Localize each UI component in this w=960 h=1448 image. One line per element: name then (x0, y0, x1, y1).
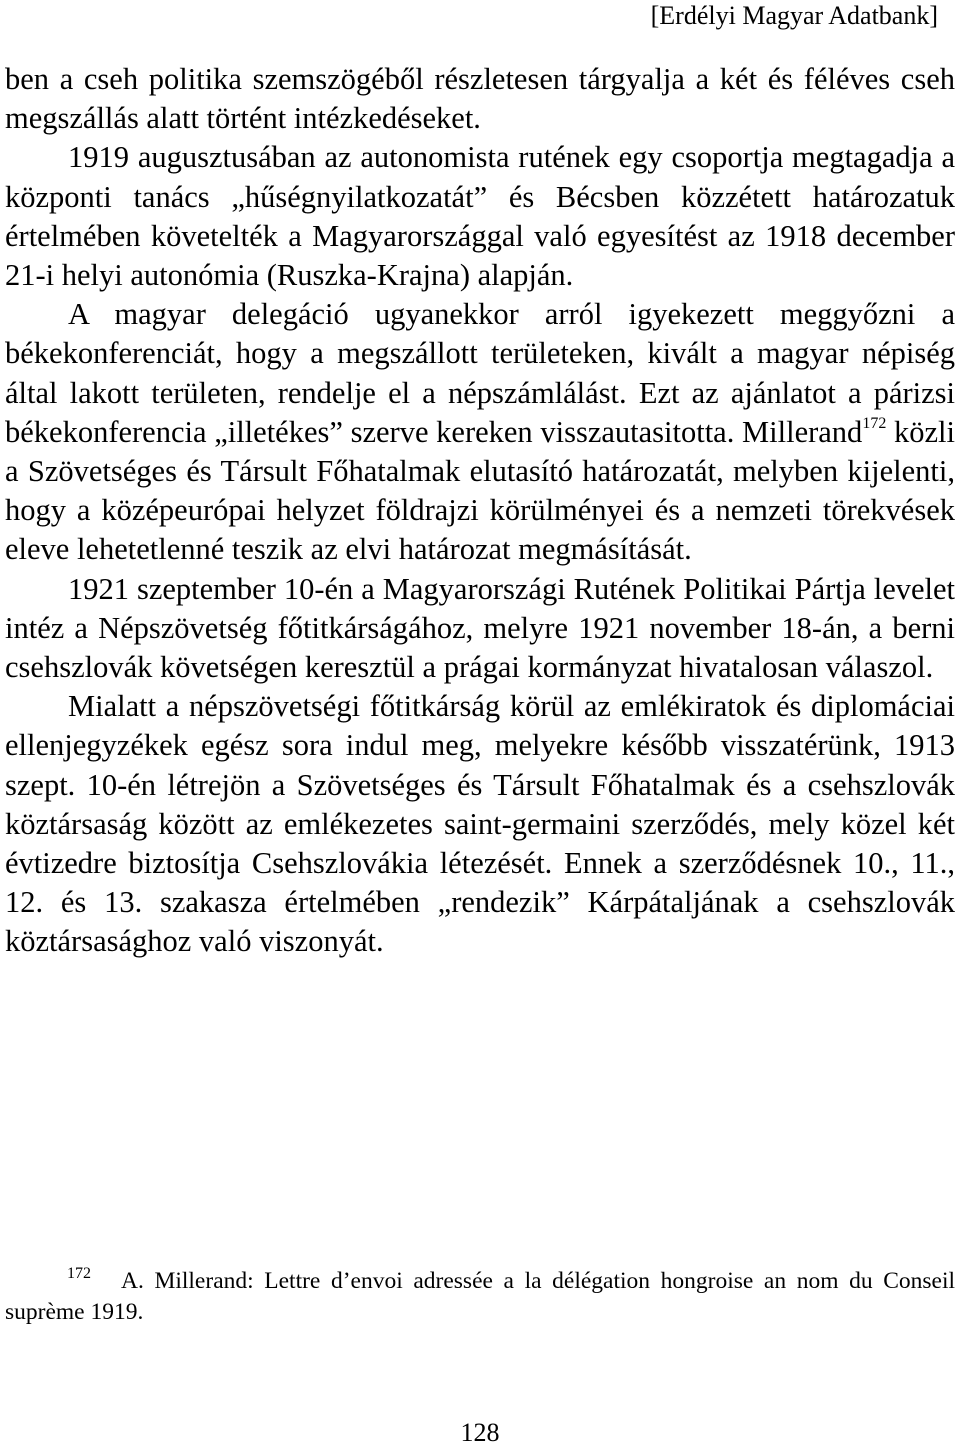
main-text (5, 60, 955, 962)
footnote-text: A. Millerand: Lettre d’envoi adressée a la délégation hongroise an nom du Conseil suprème 1919. (5, 1268, 955, 1325)
paragraph-3-text-after: közli a Szövetséges és Társult Főhatalmak elutasító határozatát, melyben kijelenti, hogy a középeurópai helyzet földrajzi körülményei és a nemzeti törekvések eleve lehetetlenné teszik az elvi határozat megmásítását. (5, 414, 955, 567)
footnote-reference[interactable]: 172 (862, 414, 887, 432)
footnote-number: 172 (67, 1265, 91, 1282)
source-header: [Erdélyi Magyar Adatbank] (650, 1, 938, 30)
paragraph-4: 1921 szeptember 10-én a Magyarországi Rutének Politikai Pártja levelet intéz a Népszövetség főtitkárságához, melyre 1921 november 18-án, a berni csehszlovák követségen keresztül a prágai kormányzat hivatalosan válaszol. (5, 571, 955, 685)
footnote (5, 1258, 955, 1328)
paragraph-3-text-before: A magyar delegáció ugyanekkor arról igyekezett meggyőzni a békekonferenciát, hogy a megszállott területeken, kivált a magyar népiség által lakott területen, rendelje el a népszámlálást. Ezt az ajánlatot a párizsi békekonferencia „illetékes” szerve kereken visszautasitotta. Millerand (5, 297, 955, 449)
paragraph-1: ben a cseh politika szemszögéből részletesen tárgyalja a két és féléves cseh megszállás alatt történt intézkedéseket. (5, 62, 955, 136)
page-number: 128 (460, 1418, 500, 1447)
paragraph-5: Mialatt a népszövetségi főtitkárság körül az emlékiratok és diplomáciai ellenjegyzékek egész sora indul meg, melyekre később visszatérünk, 1913 szept. 10-én létrejön a Szövetséges és Társult Főhatalmak és a csehszlovák köztársaság között az emlékezetes saint-germaini szerződés, mely közel két évtizedre biztosítja Csehszlovákia létezését. Ennek a szerződésnek 10., 11., 12. és 13. szakasza értelmében „rendezik” Kárpátaljának a csehszlovák köztársasághoz való viszonyát. (5, 689, 955, 959)
paragraph-3 (5, 295, 955, 569)
paragraph-2: 1919 augusztusában az autonomista rutének egy csoportja megtagadja a központi tanács „hűségnyilatkozatát” és Bécsben közzétett határozatuk értelmében követelték a Magyarországgal való egyesítést az 1918 december 21-i helyi autonómia (Ruszka-Krajna) alapján. (5, 140, 955, 293)
